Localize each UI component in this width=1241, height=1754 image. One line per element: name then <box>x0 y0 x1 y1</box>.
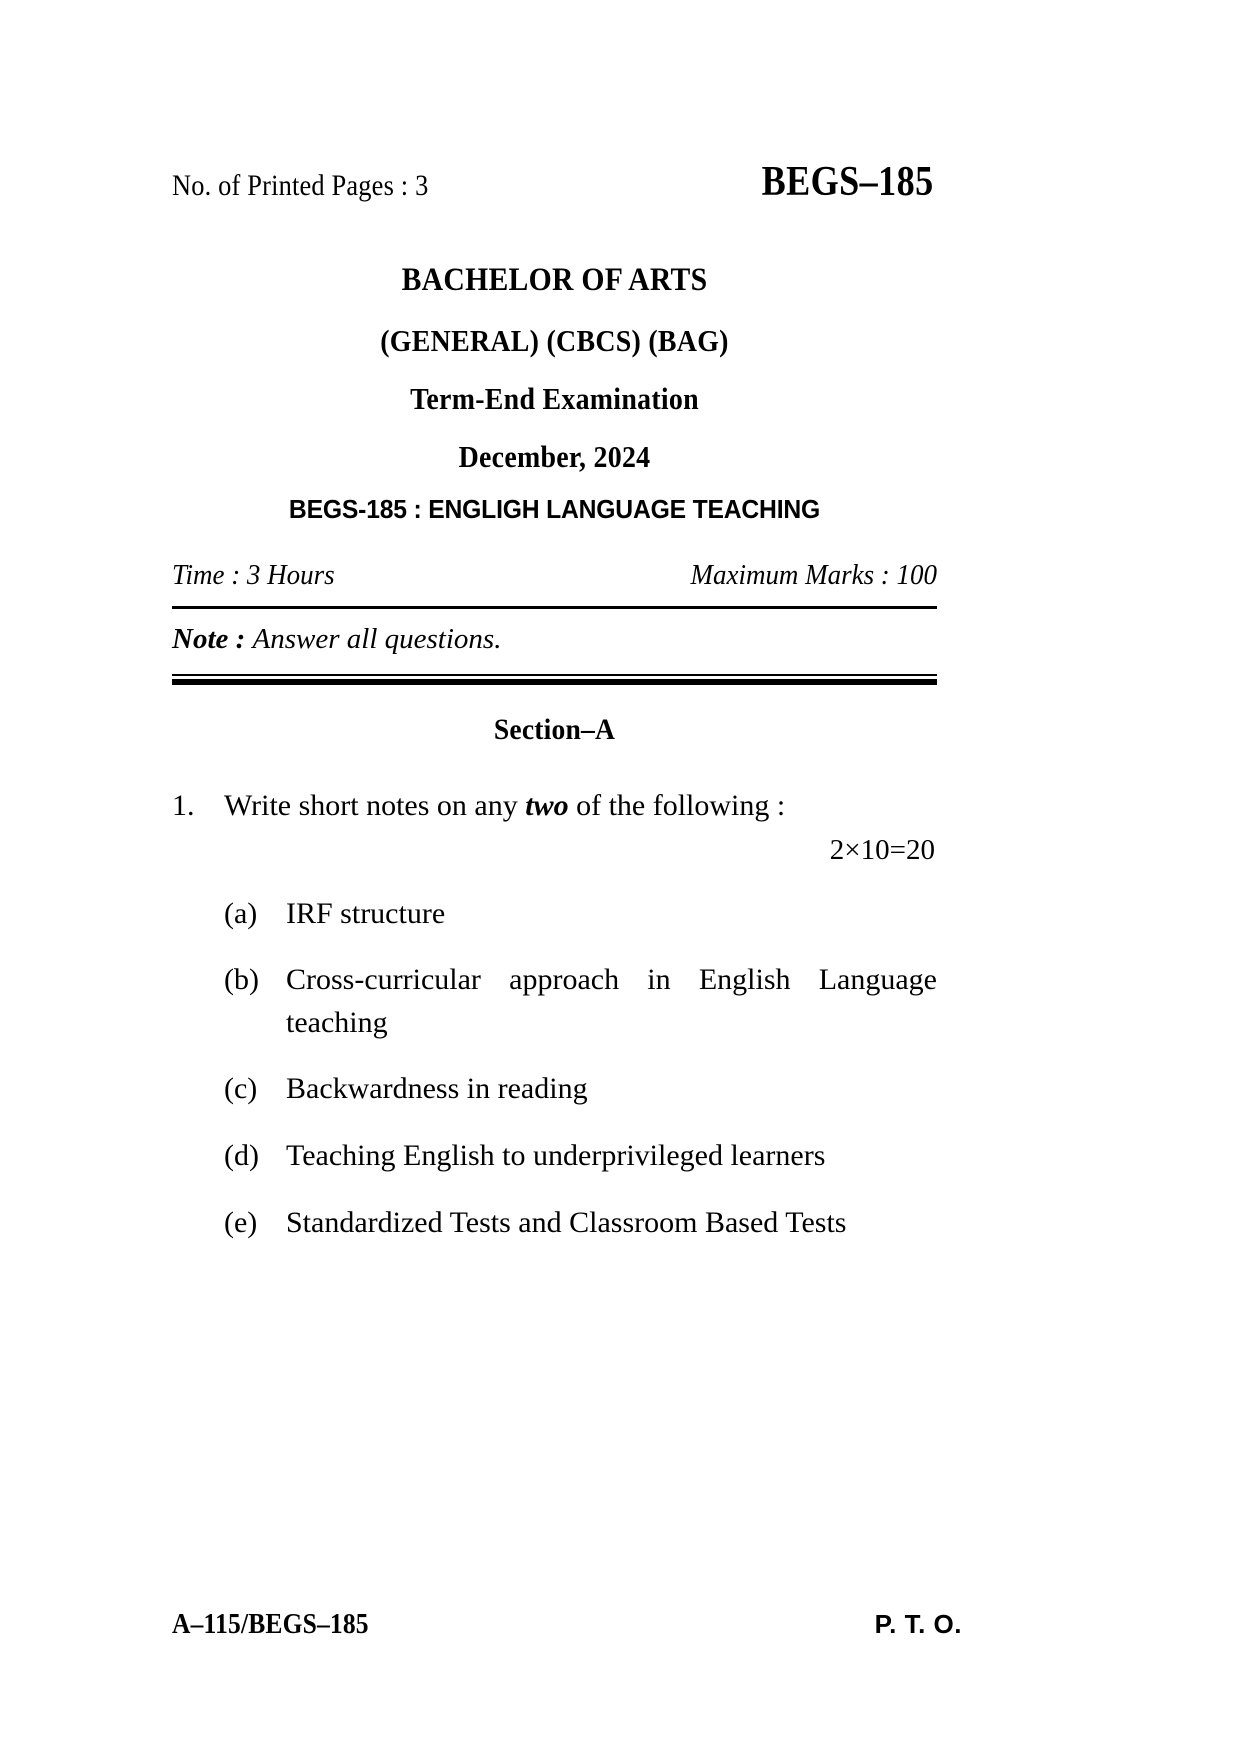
horizontal-rule-top <box>172 606 937 609</box>
subitem-text-b: Cross-curricular approach in English Language teaching <box>286 963 937 1039</box>
degree-title-line-1: BACHELOR OF ARTS <box>401 262 708 298</box>
section-heading: Section–A <box>493 713 616 746</box>
printed-pages-label: No. of Printed Pages : 3 <box>172 169 429 202</box>
subitem-label-d: (d) <box>224 1138 259 1172</box>
exam-duration: Time : 3 Hours <box>172 559 335 591</box>
paper-code: BEGS–185 <box>761 159 934 205</box>
question-text-part-2: of the following : <box>568 789 786 822</box>
footer-paper-code: A–115/BEGS–185 <box>172 1608 369 1640</box>
degree-title-line-2: (GENERAL) (CBCS) (BAG) <box>380 323 729 358</box>
exam-info-row <box>172 559 937 592</box>
examination-type: Term-End Examination <box>410 381 699 416</box>
question-emphasis-word: two <box>525 789 569 822</box>
question-number: 1. <box>172 789 195 822</box>
question-text-part-1: Write short notes on any <box>224 789 526 822</box>
subitem-label-a: (a) <box>224 896 258 930</box>
subitem-label-e: (e) <box>224 1205 258 1239</box>
subitem-text-e: Standardized Tests and Classroom Based Tests <box>286 1205 847 1239</box>
note-text: Answer all questions. <box>252 623 502 655</box>
question-subitem-c <box>224 1068 937 1111</box>
question-subitem-a <box>224 893 937 936</box>
footer-pto: P. T. O. <box>874 1609 962 1639</box>
page-footer <box>172 1608 962 1641</box>
page-header <box>172 158 937 206</box>
question-text <box>224 785 937 828</box>
rule-thick-line <box>172 679 937 685</box>
exam-title-block <box>172 264 937 525</box>
subitem-text-d: Teaching English to underprivileged learners <box>286 1138 826 1172</box>
question-subitem-b <box>224 959 937 1044</box>
maximum-marks: Maximum Marks : 100 <box>690 559 937 591</box>
subitem-label-c: (c) <box>224 1072 258 1106</box>
subitem-text-a: IRF structure <box>286 896 446 930</box>
question-subitem-d <box>224 1135 937 1178</box>
page-content <box>172 158 937 1268</box>
subitem-text-c: Backwardness in reading <box>286 1072 588 1106</box>
note-line <box>172 623 937 656</box>
note-label: Note : <box>172 623 246 655</box>
question-subitem-e <box>224 1202 937 1245</box>
horizontal-rule-double <box>172 674 937 685</box>
course-title: BEGS-185 : ENGLIGH LANGUAGE TEACHING <box>288 494 821 524</box>
question-marks: 2×10=20 <box>829 833 935 866</box>
question-1 <box>172 785 937 828</box>
subitem-label-b: (b) <box>224 963 259 997</box>
examination-date: December, 2024 <box>458 439 651 474</box>
